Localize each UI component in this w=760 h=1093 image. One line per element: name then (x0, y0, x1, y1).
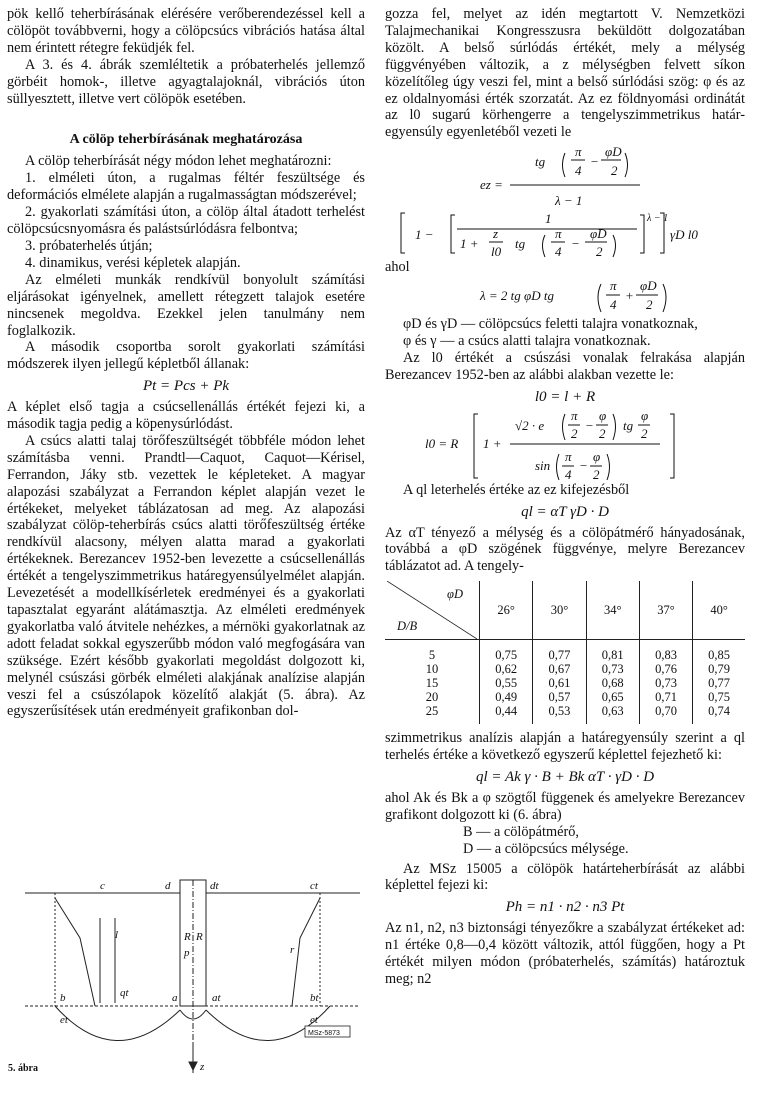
equation-ez (385, 141, 745, 259)
math-text: tg (515, 236, 526, 252)
math-text: φ (599, 409, 607, 423)
table-cell: 0,70 (639, 704, 692, 724)
paragraph: Az n1, n2, n3 biztonsági tényezőkre a szabályzat értékeket ad: n1 értéke 0,8—0,4 között változik, attól függően, hogy a Pt értékét milyen módon (próbaterhelés, számítás) határoztuk meg; n2 (385, 920, 745, 987)
paragraph: ahol Ak és Bk a φ szögtől függenek és amelyekre Berezancev grafikont dolgozott ki (6. ábra) (385, 789, 745, 823)
table-cell: 0,62 (480, 662, 533, 676)
math-text: 2 (596, 244, 603, 260)
corner-top-label: φD (447, 587, 463, 602)
math-text: 4 (565, 466, 572, 482)
fig-label: p (184, 947, 190, 959)
math-text: sin (535, 457, 551, 473)
table-cell: 0,44 (480, 704, 533, 724)
column-header: 30° (533, 581, 586, 640)
math-text: + (625, 288, 634, 304)
table-cell: 0,55 (480, 676, 533, 690)
table-cell: 0,71 (639, 690, 692, 704)
equation-l0 (385, 410, 745, 482)
definition-d: D — a cölöpcsúcs mélysége. (463, 840, 629, 857)
table-corner (385, 581, 480, 640)
math-text: tg (535, 154, 546, 170)
math-text: − (590, 154, 599, 170)
table-cell: 0,76 (639, 662, 692, 676)
math-text: 2 (593, 466, 600, 482)
paragraph: A képlet első tagja a csúcsellenállás értékét fejezi ki, a második tagja pedig a köpenysúrlódást. (7, 399, 365, 433)
paragraph: A csúcs alatti talaj törőfeszültségét többféle módon lehet számításba venni. Prandtl—Caquot, Caquot—Kérisel, Ferrandon, Jáky stb. vezettek le képleteket. A magyar alapozási szabályzat a Ferrandon képlet alapján vezet le értékeket, melyeket táblázatosan ad meg. Az alapozási szabályzat cölöp-teherbírás csúcs alatti törőfeszültség értéke rendkívül alacsony, mélyen alatta marad a gyakorlati értékeknek. Berezancev 1952-ben levezette a csúcsellenállás értékét a tengelyszimmetrikus határegyensúlyelmélet alapján. Levezetését a modellkísérletek eredményei és a gyakorlati tapasztalat egyaránt alátámasztja. Az elméleti eredmények gyakorlatba való átvitele nehézkes, a mérnöki gyakorlatnak az adott feladat sokkal egyszerűbb módon való megfogására van szüksége. Ezért később gyakorlati megoldást dolgozott ki, melynél csúszási görbék elméleti alakjának analízise alapján veszi fel a csúszólapok közelítő alakját (5. ábra). Az egyszerűsítések után eredményeit grafikonban dol- (7, 432, 365, 720)
equation-ql: ql = αT γD · D (521, 503, 609, 520)
table-cell: 0,68 (586, 676, 639, 690)
fig-label: ct (310, 880, 318, 892)
fig-label: l (115, 929, 119, 941)
figure-caption: 5. ábra (8, 1063, 38, 1074)
table-cell: 0,73 (586, 662, 639, 676)
paragraph: A második csoportba sorolt gyakorlati számítási módszerek ilyen jellegű képletből állanak: (7, 339, 365, 373)
math-text: − (585, 417, 594, 433)
math-text: φD (605, 144, 622, 160)
fig-label: qt (120, 987, 129, 999)
math-text: π (610, 278, 617, 294)
equation-lambda (385, 276, 745, 316)
equation-pt: Pt = Pcs + Pk (142, 378, 230, 395)
math-text: π (575, 144, 582, 160)
paragraph: A cölöp teherbírását négy módon lehet meghatározni: (25, 153, 332, 170)
column-header: 37° (639, 581, 692, 640)
equation-q: ql = Ak γ · B + Bk αT · γD · D (475, 769, 655, 786)
math-text: tg (623, 417, 634, 433)
list-item: 3. próbaterhelés útján; (25, 237, 153, 254)
table-row (385, 640, 745, 663)
section-heading: A cölöp teherbírásának meghatározása (69, 132, 303, 148)
math-text: 2 (571, 425, 578, 441)
fig-label: bt (310, 992, 319, 1004)
table-cell: 0,65 (586, 690, 639, 704)
column-header: 40° (693, 581, 745, 640)
table-cell: 0,74 (693, 704, 745, 724)
math-text: λ − 1 (555, 193, 583, 209)
table-row (385, 676, 745, 690)
table-cell: 0,67 (533, 662, 586, 676)
row-label: 10 (425, 662, 439, 677)
math-text: λ = 2 tg φD tg (480, 288, 554, 304)
math-text: φD (590, 226, 607, 242)
list-item: 2. gyakorlati számítási úton, a cölöp által átadott terhelést cölöpcsúcsnyomásra és palástsúrlódásra felbontva; (7, 204, 365, 238)
math-text: 2 (611, 163, 618, 179)
table-cell: 0,57 (533, 690, 586, 704)
math-text: γD l0 (670, 227, 698, 243)
paragraph: φ és γ — a csúcs alatti talajra vonatkoznak. (403, 333, 651, 350)
math-text: 2 (641, 425, 648, 441)
math-text: π (571, 409, 578, 423)
fig-label: et (310, 1014, 318, 1026)
table-cell: 0,73 (639, 676, 692, 690)
math-text: φ (593, 448, 601, 464)
table-row (385, 662, 745, 676)
paragraph: φD és γD — cölöpcsúcs feletti talajra vonatkoznak, (403, 316, 698, 333)
math-text: ez = (480, 177, 503, 193)
table-cell: 0,49 (480, 690, 533, 704)
paragraph: Az l0 értékét a csúszási vonalak felrakása alapján Berezancev 1952-ben az alábbi alakban vezette le: (385, 349, 745, 383)
table-cell: 0,83 (639, 640, 692, 663)
table-cell: 0,77 (693, 676, 745, 690)
row-label: 20 (425, 690, 439, 705)
equation-ph: Ph = n1 · n2 · n3 Pt (505, 899, 625, 916)
right-column (385, 6, 745, 988)
table-row (385, 704, 745, 724)
equation-l0a: l0 = l + R (534, 388, 596, 405)
math-text: π (555, 226, 562, 242)
math-text: l0 = R (425, 435, 459, 451)
fig-label: R (196, 931, 203, 943)
fig-label: b (60, 992, 66, 1004)
math-text: 4 (555, 244, 562, 260)
math-text: φD (640, 278, 657, 294)
math-text: 1 (545, 211, 552, 227)
table-row (385, 690, 745, 704)
math-text: φ (641, 409, 649, 423)
math-text: 2 (599, 425, 606, 441)
left-column (7, 6, 365, 720)
math-text: l0 (491, 244, 502, 260)
fig-label: R (184, 931, 191, 943)
paragraph: Az MSz 15005 a cölöpök határteherbírását az alábbi képlettel fejezi ki: (385, 860, 745, 894)
math-text: − (571, 236, 580, 252)
table-cell: 0,75 (480, 640, 533, 663)
figure-5-diagram (20, 878, 365, 1078)
fig-label: r (290, 944, 295, 956)
math-text: 1 + (483, 435, 502, 451)
table-cell: 0,63 (586, 704, 639, 724)
math-text: 4 (610, 297, 617, 313)
paragraph: gozza fel, melyet az idén megtartott V. Nemzetközi Talajmechanikai Kongresszusra beküldött dolgozatában közölt. A belső súrlódás értékét, mely a mélység függvényében változik, a z mélységben felvett síkon közelítőleg úgy veszi fel, mint a belső súrlódási szög: φ és az ez oldalnyomási érték szorzatát. Az ez földnyomási ordinátát az l0 sugarú körhengerre a tengelyszimmetrikus határ-egyensúly egyenletéből vezeti le (385, 6, 745, 141)
paragraph: A 3. és 4. ábrák szemléltetik a próbaterhelés jellemző görbéit homok-, illetve agyagtalajoknál, vibrációs úton süllyesztett, illetve vert cölöpök esetében. (7, 56, 365, 107)
column-header: 34° (586, 581, 639, 640)
math-text: 1 − (415, 227, 434, 243)
paragraph: pök kellő teherbírásának elérésére verőberendezéssel kell a cölöpöt továbbverni, hogy a cölöpcsúcs vibrációs hatása által nem érintett rétegre feküdjék fel. (7, 6, 365, 56)
row-label: 15 (425, 676, 439, 691)
word-ahol: ahol (385, 259, 410, 276)
fig-label: dt (210, 880, 219, 892)
corner-bottom-label: D/B (397, 619, 418, 634)
math-text: π (565, 448, 572, 464)
paragraph: szimmetrikus analízis alapján a határegyensúly szerint a ql terhelés értéke a következő egyszerű képlettel fejezhető ki: (385, 730, 745, 764)
table-cell: 0,53 (533, 704, 586, 724)
fig-label: at (212, 992, 221, 1004)
table-cell: 0,85 (693, 640, 745, 663)
row-label: 5 (428, 648, 436, 663)
alpha-table (385, 581, 745, 724)
paragraph: Az elméleti munkák rendkívül bonyolult számítási eljárásokat igényelnek, amellett rétegzett talajok esetére nincsenek megoldva. Ezekkel jelen tanulmány nem foglalkozik. (7, 271, 365, 339)
table-cell: 0,61 (533, 676, 586, 690)
list-item: 4. dinamikus, verési képletek alapján. (25, 254, 241, 271)
fig-stamp: MSz-5873 (308, 1030, 340, 1037)
math-text: − (579, 457, 588, 473)
fig-label: et (60, 1014, 68, 1026)
math-text: √2 · e (515, 417, 545, 433)
math-text: 2 (646, 297, 653, 313)
math-text: λ − 1 (647, 213, 669, 225)
definition-b: B — a cölöpátmérő, (463, 823, 579, 840)
table-cell: 0,79 (693, 662, 745, 676)
math-text: 1 + (460, 236, 479, 252)
table-cell: 0,77 (533, 640, 586, 663)
math-text: z (493, 226, 499, 242)
fig-label: c (100, 880, 105, 892)
table-header-row (385, 581, 745, 640)
paragraph: Az αT tényező a mélység és a cölöpátmérő hányadosának, továbbá a φD szögének függvénye, melyre Berezancev táblázatot ad. A tengely- (385, 524, 745, 575)
paragraph: A ql leterhelés értéke az ez kifejezésből (403, 481, 630, 498)
row-label: 25 (425, 704, 439, 719)
fig-label: d (165, 880, 171, 892)
fig-label: z (200, 1061, 205, 1073)
column-header: 26° (480, 581, 533, 640)
fig-label: a (172, 992, 178, 1004)
table-cell: 0,81 (586, 640, 639, 663)
list-item: 1. elméleti úton, a rugalmas féltér feszültsége és deformációs elmélete alapján a rugalmasságtan módszerével; (7, 170, 365, 204)
table-cell: 0,75 (693, 690, 745, 704)
math-text: 4 (575, 163, 582, 179)
